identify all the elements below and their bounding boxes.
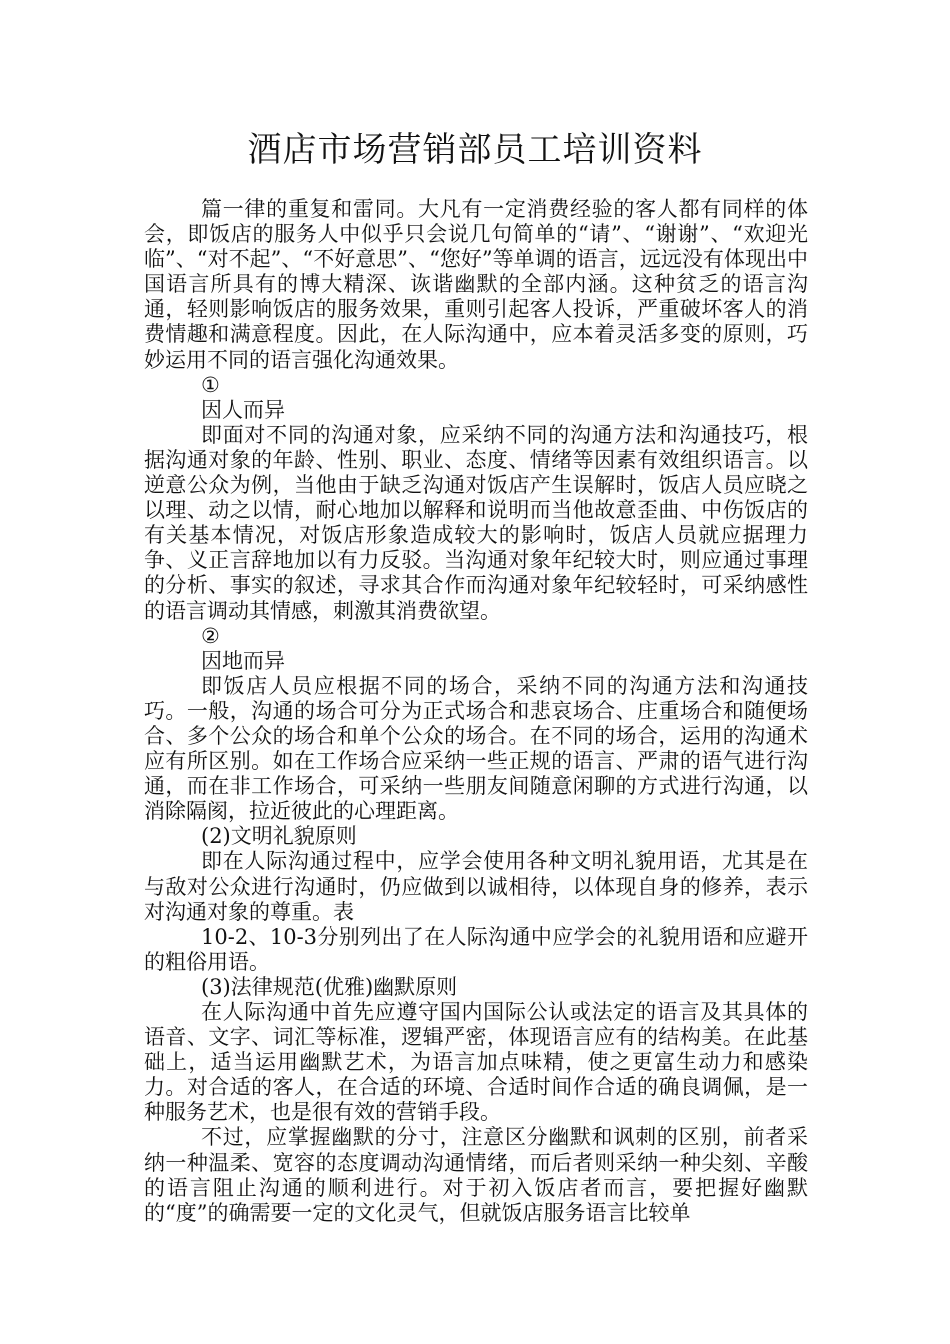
section-heading-courtesy: (2)文明礼貌原则 [201, 824, 357, 849]
list-marker-1: ① [201, 372, 220, 397]
paragraph-by-place: 即饭店人员应根据不同的场合，采纳不同的沟通方法和沟通技巧。一般，沟通的场合可分为正式场合和悲哀场合、庄重场合和随便场合、多个公众的场合和单个公众的场合。在不同的场合，运用的沟通术应有所区别。如在工作场合应采纳一些正规的语言、严肃的语气进行沟通，而在非工作场合，可采纳一些朋友间随意闲聊的方式进行沟通，以消除隔阂，拉近彼此的心理距离。 [144, 673, 808, 824]
paragraph-intro: 篇一律的重复和雷同。大凡有一定消费经验的客人都有同样的体会，即饭店的服务人中似乎只会说几句简单的“请”、“谢谢”、“欢迎光临”、“对不起”、“不好意思”、“您好”等单调的语言，远远没有体现出中国语言所具有的博大精深、诙谐幽默的全部内涵。这种贫乏的语言沟通，轻则影响饭店的服务效果，重则引起客人投诉，严重破坏客人的消费情趣和满意程度。因此，在人际沟通中，应本着灵活多变的原则，巧妙运用不同的语言强化沟通效果。 [144, 197, 808, 372]
section-heading-humor: (3)法律规范(优雅)幽默原则 [201, 974, 458, 999]
paragraph-courtesy: 即在人际沟通过程中，应学会使用各种文明礼貌用语，尤其是在与敌对公众进行沟通时，仍应做到以诚相待，以体现自身的修养，表示对沟通对象的尊重。表 [144, 849, 808, 924]
paragraph-humor-measure: 不过，应掌握幽默的分寸，注意区分幽默和讽刺的区别，前者采纳一种温柔、宽容的态度调动沟通情绪，而后者则采纳一种尖刻、辛酸的语言阻止沟通的顺利进行。对于初入饭店者而言，要把握好幽默的“度”的确需要一定的文化灵气，但就饭店服务语言比较单 [144, 1125, 808, 1225]
document-title: 酒店市场营销部员工培训资料 [247, 130, 703, 170]
section-heading-by-place: 因地而异 [201, 648, 285, 673]
list-marker-2: ② [201, 623, 220, 648]
paragraph-table-reference: 10-2、10-3分别列出了在人际沟通中应学会的礼貌用语和应避开的粗俗用语。 [144, 924, 808, 974]
section-heading-by-person: 因人而异 [201, 397, 285, 422]
document-body [144, 197, 808, 1226]
paragraph-by-person: 即面对不同的沟通对象，应采纳不同的沟通方法和沟通技巧，根据沟通对象的年龄、性别、职业、态度、情绪等因素有效组织语言。以逆意公众为例，当他由于缺乏沟通对饭店产生误解时，饭店人员应晓之以理、动之以情，耐心地加以解释和说明而当他故意歪曲、中伤饭店的有关基本情况，对饭店形象造成较大的影响时，饭店人员就应据理力争、义正言辞地加以有力反驳。当沟通对象年纪较大时，则应通过事理的分析、事实的叙述，寻求其合作而沟通对象年纪较轻时，可采纳感性的语言调动其情感，刺激其消费欲望。 [144, 422, 808, 623]
paragraph-humor: 在人际沟通中首先应遵守国内国际公认或法定的语言及其具体的语音、文字、词汇等标准，逻辑严密，体现语言应有的结构美。在此基础上，适当运用幽默艺术，为语言加点味精，使之更富生动力和感染力。对合适的客人，在合适的环境、合适时间作合适的确良调佩，是一种服务艺术，也是很有效的营销手段。 [144, 1000, 808, 1125]
